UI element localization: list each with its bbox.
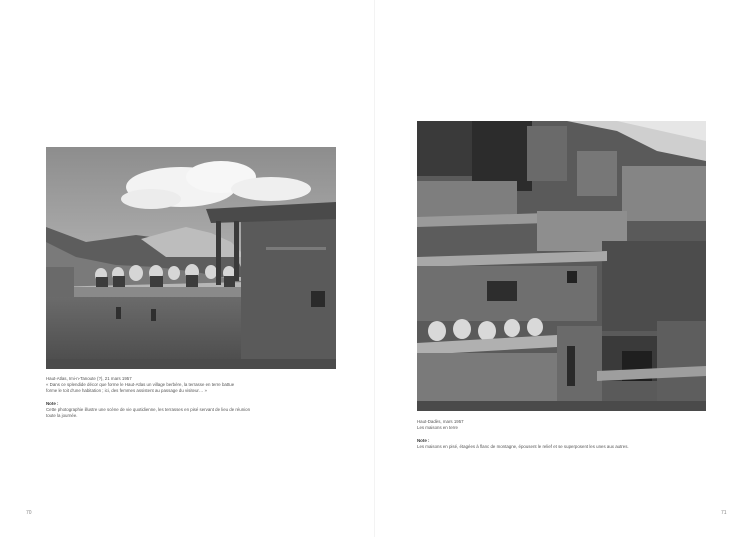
- caption-line: « Dans ce splendide décor que forme le Haut-Atlas un village berbère, la terrasse en terre battue: [46, 382, 235, 387]
- left-caption: [46, 376, 336, 419]
- caption-title: Haut-Atlas, Imi-n-Tanoute (?), 21 mars 1957: [46, 376, 132, 381]
- caption-title: Haut-Dadès, mars 1957: [417, 419, 464, 424]
- note-line: Cette photographie illustre une scène de vie quotidienne, les terrasses en pisé servant de lieu de réunion: [46, 407, 251, 412]
- mountain-village-terrace-image: [46, 147, 336, 369]
- note-line: toute la journée.: [46, 413, 78, 418]
- village-terrace-photo: [46, 147, 336, 369]
- caption-line: Les maisons en terre: [417, 425, 458, 430]
- note-line: Les maisons en pisé, étagées à flanc de montagne, épousent le relief et se superposent les unes aux autres.: [417, 444, 629, 449]
- page-number-left: 70: [26, 510, 32, 516]
- note-label: Note :: [46, 401, 59, 406]
- stacked-mud-houses-image: [417, 121, 706, 411]
- caption-line: forme le toit d'une habitation ; ici, des femmes assistent au passage du visiteur… »: [46, 388, 207, 393]
- right-caption: [417, 419, 706, 450]
- note-label: Note :: [417, 438, 430, 443]
- page-number-right: 71: [721, 510, 727, 516]
- stacked-houses-photo: [417, 121, 706, 411]
